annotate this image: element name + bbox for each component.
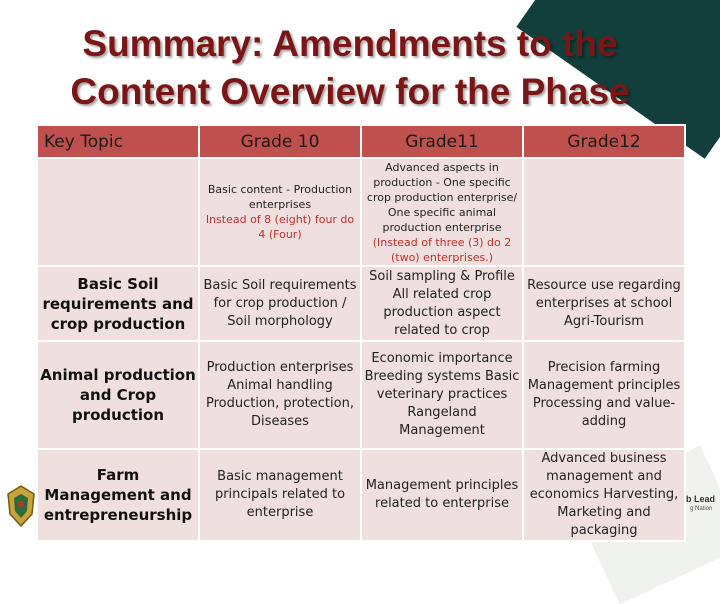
coat-of-arms-logo [4,484,38,528]
grade11-cell: Soil sampling & Profile All related crop production aspect related to crop [361,266,523,341]
grade12-cell: Advanced business management and economics Harvesting, Marketing and packaging [523,449,685,541]
table-row [37,449,685,541]
slide-title: Summary: Amendments to the Content Overview for the Phase [70,23,630,112]
header-key-topic: Key Topic [37,125,199,158]
header-grade-11: Grade11 [361,125,523,158]
footer-right-subtext: g Nation [690,506,713,512]
grade11-text: Advanced aspects in production - One specific crop production enterprise/ One specific animal production enterprise [366,160,518,234]
grade10-cell: Basic Soil requirements for crop production / Soil morphology [199,266,361,341]
grade12-cell: Precision farming Management principles Processing and value-adding [523,341,685,449]
grade10-cell: Basic management principals related to enterprise [199,449,361,541]
topic-cell [37,158,199,266]
grade11-cell: Economic importance Breeding systems Basic veterinary practices Rangeland Management [361,341,523,449]
topic-cell: Basic Soil requirements and crop production [37,266,199,341]
table-row [37,158,685,266]
grade10-text: Basic content - Production enterprises [207,183,353,211]
table-header-row [37,125,685,158]
topic-cell: Animal production and Crop production [37,341,199,449]
footer-right-text: b Lead [686,494,716,504]
grade10-cell: Production enterprises Animal handling Production, protection, Diseases [199,341,361,449]
grade10-amendment-text: Instead of 8 (eight) four do 4 (Four) [205,213,355,241]
grade11-cell [361,158,523,266]
table-row [37,266,685,341]
grade12-cell: Resource use regarding enterprises at school Agri-Tourism [523,266,685,341]
table-row [37,341,685,449]
grade11-amendment-text: (Instead of three (3) do 2 (two) enterprises.) [372,235,512,264]
grade12-cell [523,158,685,266]
grade10-cell [199,158,361,266]
topic-cell: Farm Management and entrepreneurship [37,449,199,541]
header-grade-10: Grade 10 [199,125,361,158]
header-grade-12: Grade12 [523,125,685,158]
summary-table [36,124,686,542]
grade11-cell: Management principles related to enterprise [361,449,523,541]
